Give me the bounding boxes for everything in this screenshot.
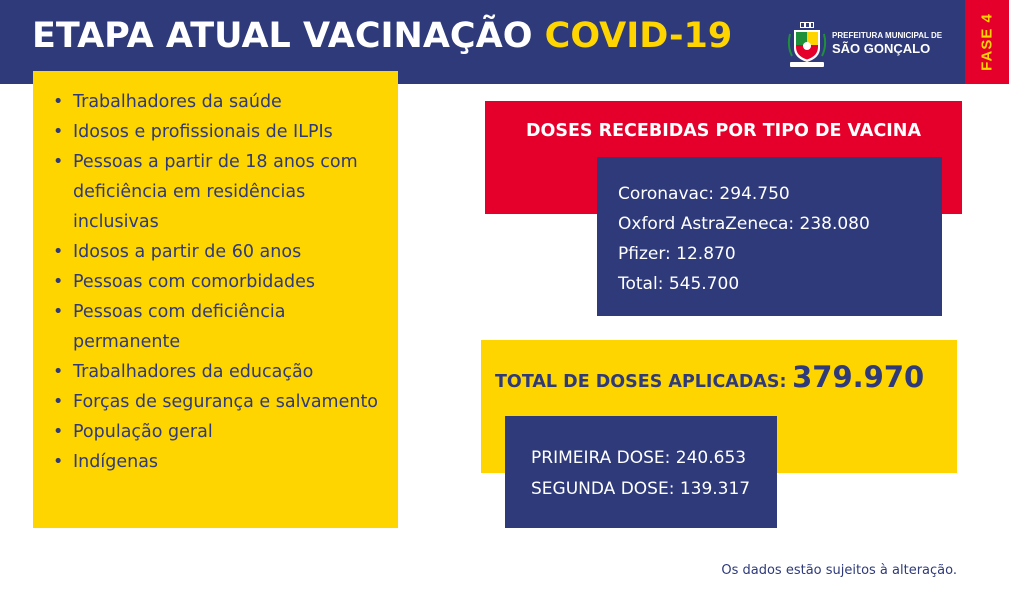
applied-doses-label: TOTAL DE DOSES APLICADAS: (495, 372, 787, 392)
coat-of-arms-icon (786, 20, 828, 68)
page-title-accent: COVID-19 (544, 16, 733, 56)
logo-text-line2: SÃO GONÇALO (832, 41, 931, 56)
dose-breakdown-list (531, 443, 750, 505)
phase-tab (965, 0, 1009, 84)
list-item: • Idosos e profissionais de ILPIs (53, 117, 388, 147)
applied-doses-title (495, 360, 924, 394)
list-item: • Pessoas com deficiência permanente (53, 297, 388, 357)
list-item: • Trabalhadores da educação (53, 357, 388, 387)
vaccine-count-astrazeneca: Oxford AstraZeneca: 238.080 (618, 214, 870, 234)
received-doses-panel (597, 157, 942, 316)
dose-breakdown-panel (505, 416, 777, 528)
list-item: • Idosos a partir de 60 anos (53, 237, 388, 267)
disclaimer-text: Os dados estão sujeitos à alteração. (721, 563, 957, 578)
prefeitura-logo (786, 20, 956, 68)
page-title-main: ETAPA ATUAL VACINAÇÃO (32, 16, 533, 56)
list-item: • Pessoas a partir de 18 anos com deficiência em residências inclusivas (53, 147, 388, 237)
second-dose-count: SEGUNDA DOSE: 139.317 (531, 479, 751, 499)
logo-text-line1: PREFEITURA MUNICIPAL DE (832, 31, 943, 40)
vaccine-count-coronavac: Coronavac: 294.750 (618, 184, 790, 204)
page-title (32, 16, 732, 56)
list-item: • Forças de segurança e salvamento (53, 387, 388, 417)
vaccine-count-total: Total: 545.700 (618, 274, 740, 294)
priority-groups-list (53, 87, 388, 477)
priority-groups-panel (33, 71, 398, 528)
applied-doses-value: 379.970 (792, 360, 925, 394)
list-item: • Pessoas com comorbidades (53, 267, 388, 297)
vaccine-count-pfizer: Pfizer: 12.870 (618, 244, 736, 264)
list-item: • Trabalhadores da saúde (53, 87, 388, 117)
list-item: • População geral (53, 417, 388, 447)
phase-label: FASE 4 (978, 13, 996, 71)
first-dose-count: PRIMEIRA DOSE: 240.653 (531, 448, 747, 468)
received-doses-title: DOSES RECEBIDAS POR TIPO DE VACINA (525, 121, 922, 141)
received-doses-list (618, 179, 870, 299)
list-item: • Indígenas (53, 447, 388, 477)
